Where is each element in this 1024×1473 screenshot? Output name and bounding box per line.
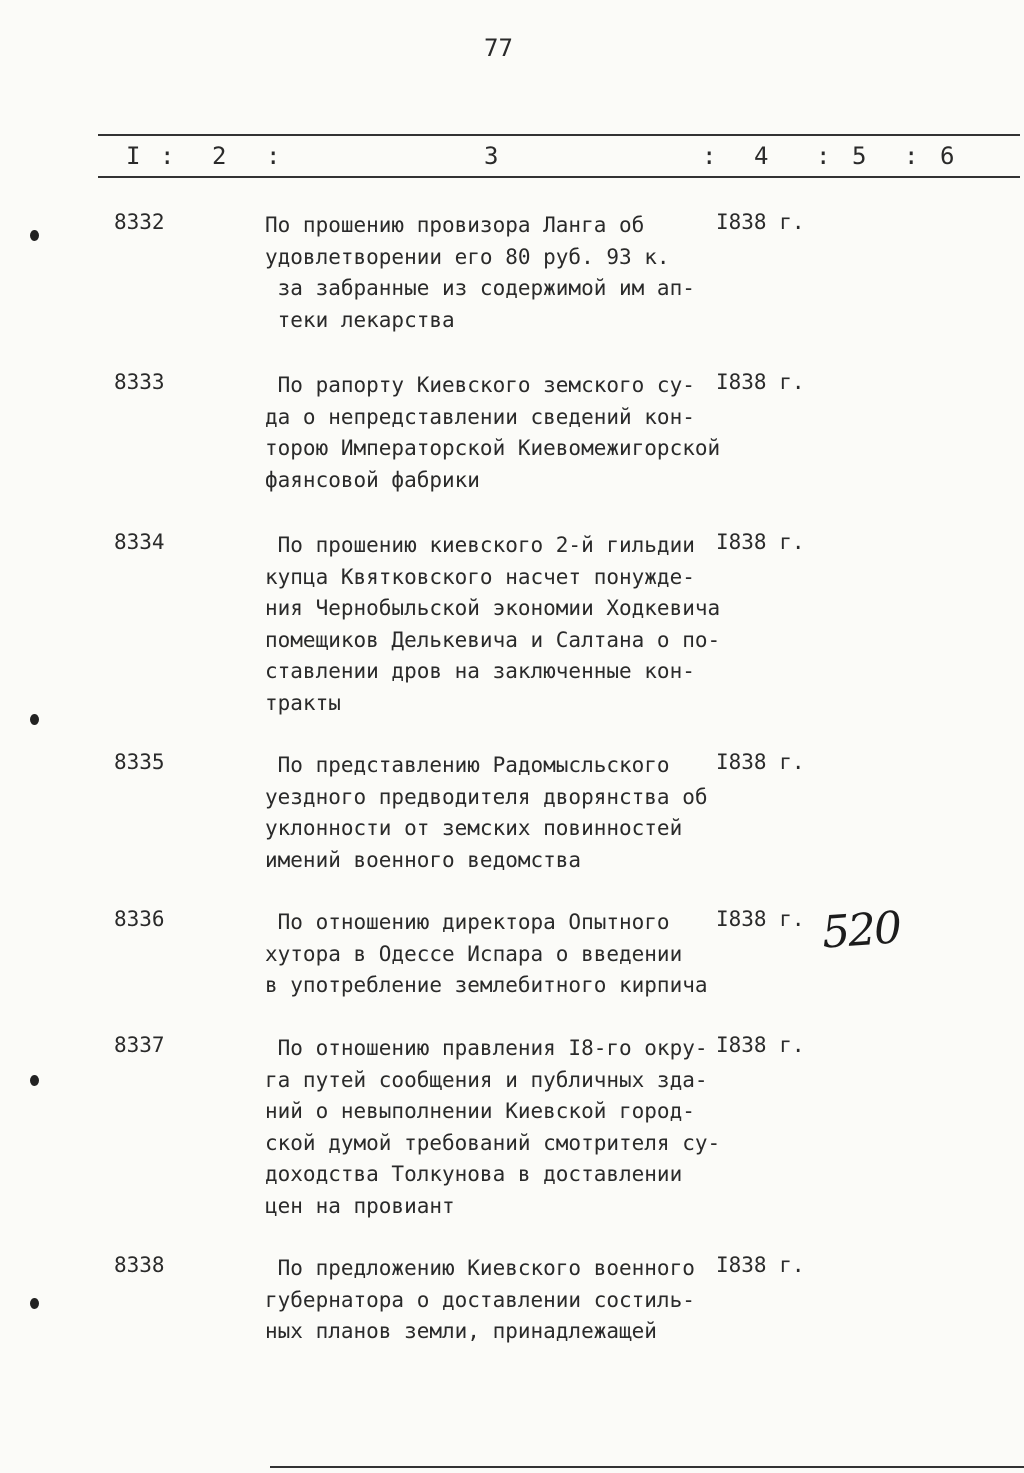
record-number: 8337 [114,1033,165,1057]
record-line: ской думой требований смотрителя су- [265,1130,721,1155]
footer-rule [270,1466,1024,1468]
header-top-rule [98,134,1020,136]
record-line: По представлению Радомысльского [265,753,670,777]
record-year: I838 г. [716,530,805,554]
record-line: По рапорту Киевского земского су- [265,373,695,397]
record-year: I838 г. [716,1033,805,1057]
record-line: ставлении дров на заключенные кон- [265,659,695,683]
column-separator: : [160,142,175,170]
punch-hole-mark [30,1298,39,1309]
handwritten-annotation: 520 [820,902,902,959]
record-line: По прошению киевского 2-й гильдии [265,533,695,557]
record-number: 8332 [114,210,165,234]
record-line: имений военного ведомства [265,847,582,872]
record-line: теки лекарства [265,307,455,332]
column-header-2: 2 [212,142,227,170]
record-line: тракты [265,690,341,715]
header-bottom-rule [98,176,1020,178]
record-line: га путей сообщения и публичных зда- [265,1067,708,1092]
record-line: По отношению директора Опытного [265,910,670,934]
record-line: уклонности от земских повинностей [265,816,683,840]
record-year: I838 г. [716,370,805,394]
record-line: за забранные из содержимой им ап- [265,276,695,300]
record-description [265,907,745,1002]
record-line: По предложению Киевского военного [265,1256,695,1280]
record-description [265,1033,745,1222]
record-line: уездного предводителя дворянства об [265,784,708,809]
column-separator: : [816,142,831,170]
column-header-3: 3 [484,142,499,170]
column-header-6: 6 [940,142,955,170]
record-number: 8335 [114,750,165,774]
record-description [265,530,745,719]
record-line: цен на провиант [265,1193,455,1218]
record-line: в употребление землебитного кирпича [265,973,708,997]
page-number: 77 [484,34,513,62]
record-line: ных планов земли, принадлежащей [265,1319,657,1343]
record-line: торою Императорской Киевомежигорской [265,436,721,460]
record-line: губернатора о доставлении состиль- [265,1287,695,1312]
record-line: купца Квятковского насчет понужде- [265,564,695,589]
record-line: помещиков Делькевича и Салтана о по- [265,627,721,652]
record-year: I838 г. [716,750,805,774]
record-line: По прошению провизора Ланга об [265,213,645,237]
record-line: По отношению правления I8-го окру- [265,1036,708,1060]
record-line: доходства Толкунова в доставлении [265,1162,683,1186]
record-year: I838 г. [716,907,805,931]
record-description [265,1253,745,1348]
record-number: 8334 [114,530,165,554]
record-line: хутора в Одессе Испара о введении [265,941,683,966]
column-separator: : [702,142,717,170]
column-header-4: 4 [754,142,769,170]
record-line: фаянсовой фабрики [265,467,480,492]
record-description [265,750,745,876]
record-line: ний о невыполнении Киевской город- [265,1099,695,1123]
record-number: 8338 [114,1253,165,1277]
record-number: 8333 [114,370,165,394]
record-line: удовлетворении его 80 руб. 93 к. [265,244,670,269]
record-description [265,370,745,496]
record-number: 8336 [114,907,165,931]
column-separator: : [904,142,919,170]
punch-hole-mark [30,1075,39,1086]
record-description [265,210,745,336]
punch-hole-mark [30,714,39,725]
record-line: ния Чернобыльской экономии Ходкевича [265,596,721,620]
record-year: I838 г. [716,210,805,234]
column-header-5: 5 [852,142,867,170]
column-separator: : [266,142,281,170]
record-line: да о непредставлении сведений кон- [265,404,695,429]
column-header-1: I [126,142,141,170]
record-year: I838 г. [716,1253,805,1277]
punch-hole-mark [30,230,39,241]
